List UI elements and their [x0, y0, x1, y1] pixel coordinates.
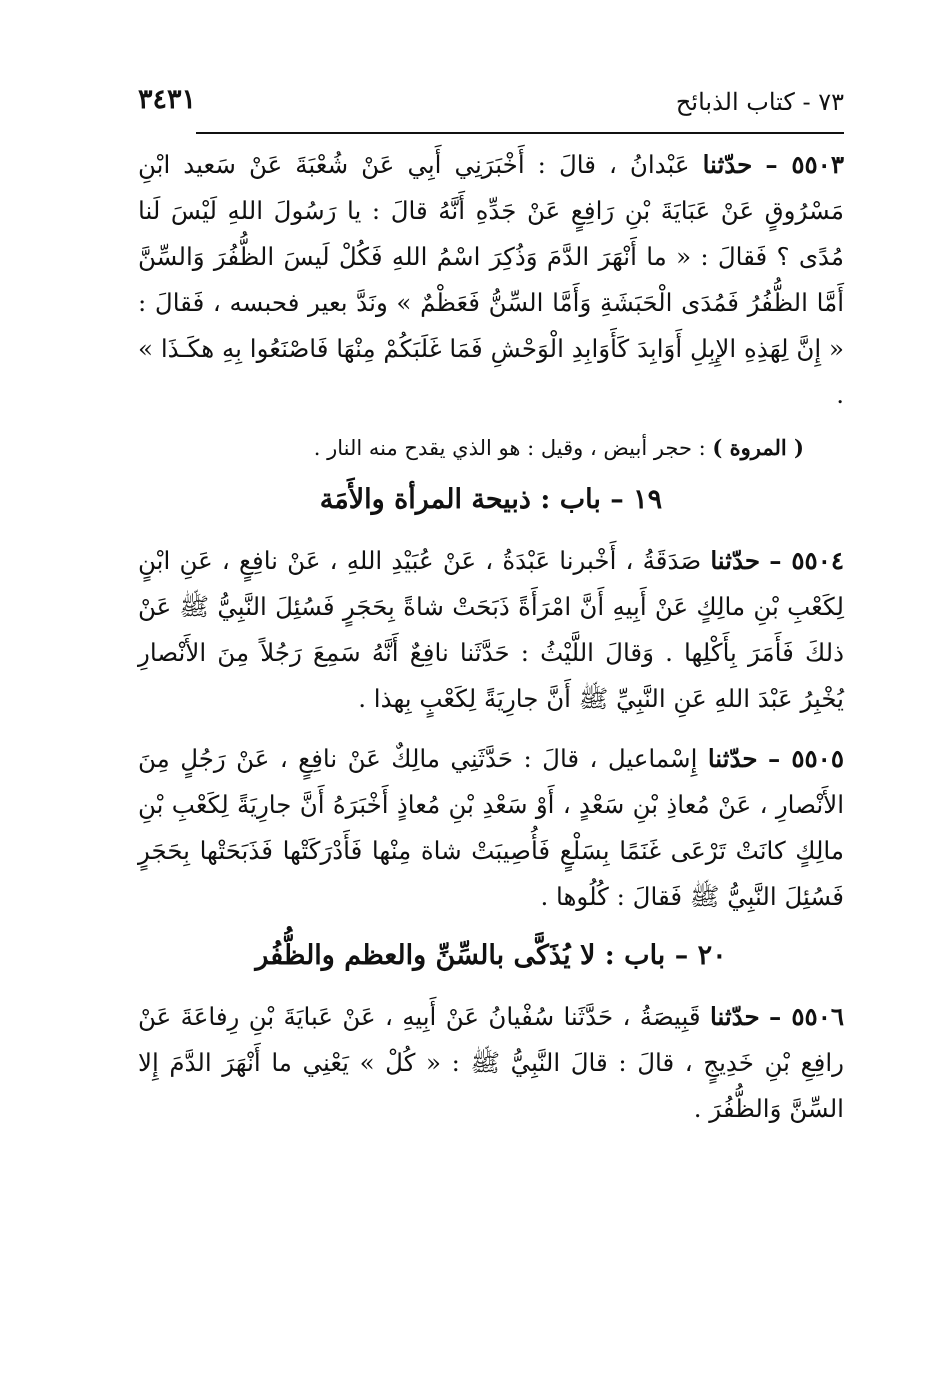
hadith-5506 — [138, 994, 844, 1132]
page-number: ٣٤٣١ — [138, 84, 197, 115]
page-body — [138, 142, 844, 1146]
footnote-marwa — [138, 432, 844, 464]
hadith-text: قَبِيصَةُ ، حَدَّثَنا سُفْيانُ عَنْ أَبِيهِ ، عَنْ عَبايَةَ بْنِ رِفاعَةَ عَنْ رافِعِ بْنِ خَدِيجٍ ، قالَ : قالَ النَّبِيُّ ﷺ : « كُلْ » يَعْنِي ما أَنْهَرَ الدَّمَ إِلا السِّنَّ وَالظُّفُرَ . — [138, 1002, 844, 1123]
hadith-lead: حدّثنا — [707, 744, 758, 773]
hadith-5504 — [138, 538, 844, 722]
chapter-heading-19: ١٩ – باب : ذبيحة المرأة والأَمَة — [319, 484, 663, 515]
hadith-lead: حدّثنا — [702, 150, 753, 179]
hadith-lead: حدّثنا — [709, 1002, 760, 1031]
note-text: : حجر أبيض ، وقيل : هو الذي يقدح منه النار . — [313, 436, 706, 460]
hadith-5503 — [138, 142, 844, 418]
page-header — [138, 82, 844, 126]
note-term: ( المروة ) — [712, 435, 804, 460]
running-title: ٧٣ - كتاب الذبائح — [675, 88, 844, 116]
hadith-number: ٥٥٠٤ – — [769, 546, 845, 575]
hadith-text: صَدَقَةُ ، أَخْبرنا عَبْدَةُ ، عَنْ عُبَيْدِ اللهِ ، عَنْ نافِعٍ ، عَنِ ابْنٍ لِكَعْبِ بْنِ مالِكٍ عَنْ أَبِيهِ أَنَّ امْرَأَةً ذَبَحَتْ شاةً بِحَجَرٍ فَسُئِلَ النَّبِيُّ ﷺ عَنْ ذلكَ فَأَمَرَ بِأَكْلِها . وَقالَ اللَّيْثُ : حَدَّثَنا نافِعٌ أَنَّهُ سَمِعَ رَجُلاً مِنَ الأَنْصارِ يُخْبِرُ عَبْدَ اللهِ عَنِ النَّبِيِّ ﷺ أَنَّ جارِيَةً لِكَعْبٍ بِهذا . — [138, 546, 844, 713]
hadith-5505 — [138, 736, 844, 920]
chapter-heading-20: ٢٠ – باب : لا يُذَكَّى بالسِّنِّ والعظم والظُّفُر — [255, 940, 727, 971]
hadith-text: عَبْدانُ ، قالَ : أَخْبَرَنِي أَبِي عَنْ شُعْبَةَ عَنْ سَعيد ابْنِ مَسْرُوقٍ عَنْ عَبَايَةَ بْنِ رَافِعٍ عَنْ جَدِّهِ أَنَّهُ قالَ : يا رَسُولَ اللهِ لَيْسَ لَنا مُدًى ؟ فَقالَ : « ما أَنْهَرَ الدَّمَ وَذُكِرَ اسْمُ اللهِ فَكُلْ لَيسَ الظُّفُرَ وَالسِّنَّ أَمَّا الظُّفُرُ فَمُدَى الْحَبَشَةِ وَأَمَّا السِّنُّ فَعَظْمٌ » ونَدَّ بعير فحبسه ، فَقالَ : « إِنَّ لِهَذِهِ الإِبِلِ أَوَابِدَ كَأَوَابِدِ الْوَحْشِ فَمَا غَلَبَكُمْ مِنْهَا فَاصْنَعُوا بِهِ هكَـذَا » . — [138, 150, 844, 409]
hadith-number: ٥٥٠٦ – — [769, 1002, 845, 1031]
hadith-lead: حدّثنا — [710, 546, 761, 575]
header-rule — [196, 132, 844, 134]
hadith-text: إِسْماعيل ، قالَ : حَدَّثَنِي مالِكٌ عَنْ نافِعٍ ، عَنْ رَجُلٍ مِنَ الأَنْصارِ ، عَنْ مُعاذِ بْنِ سَعْدٍ ، أَوْ سَعْدِ بْنِ مُعاذٍ أَخْبَرَهُ أَنَّ جارِيَةً لِكَعْبِ بْنِ مالِكٍ كانَتْ تَرْعَى غَنَمًا بِسَلْعٍ فَأُصِيبَتْ شاة مِنْها فَأَدْرَكَتْها فَذَبَحَتْها بِحَجَرٍ فَسُئِلَ النَّبِيُّ ﷺ فَقالَ : كُلُوها . — [138, 744, 844, 911]
hadith-number: ٥٥٠٣ – — [765, 150, 844, 179]
hadith-number: ٥٥٠٥ – — [767, 744, 844, 773]
